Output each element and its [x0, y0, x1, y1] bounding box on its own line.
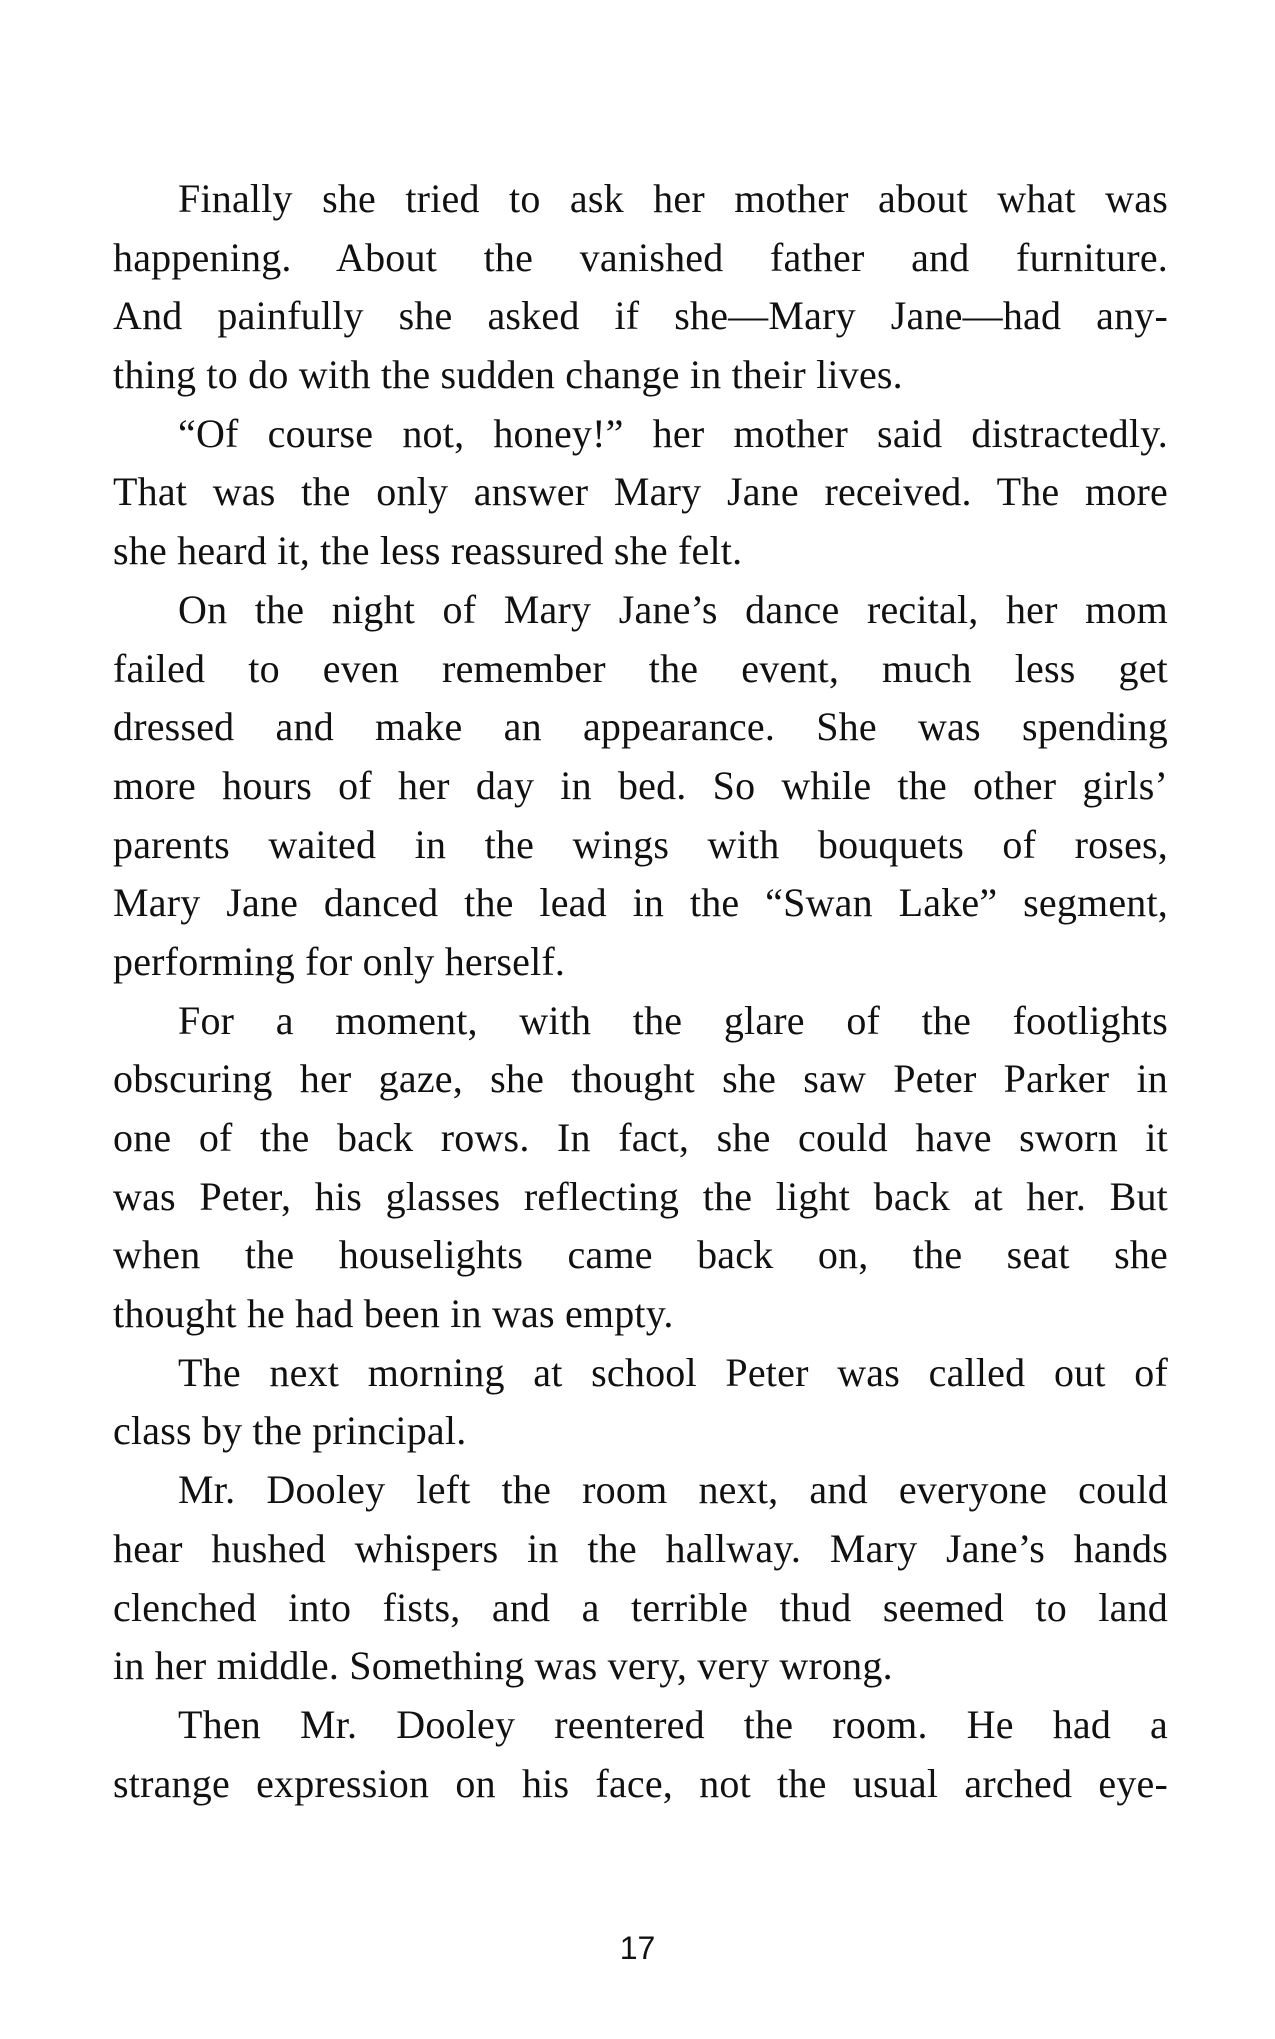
- text-line: Mr. Dooley left the room next, and everyone could: [178, 1467, 1168, 1513]
- text-line: thought he had been in was empty.: [113, 1291, 674, 1337]
- text-line: obscuring her gaze, she thought she saw Peter Parker in: [113, 1056, 1168, 1102]
- body-text: [113, 170, 1168, 1813]
- text-line: Mary Jane danced the lead in the “Swan Lake” segment,: [113, 880, 1168, 926]
- text-line: clenched into fists, and a terrible thud seemed to land: [113, 1584, 1168, 1630]
- text-line: was Peter, his glasses reflecting the light back at her. But: [113, 1173, 1168, 1219]
- text-line: when the houselights came back on, the seat she: [113, 1232, 1168, 1278]
- text-line: she heard it, the less reassured she felt.: [113, 528, 743, 574]
- text-line: parents waited in the wings with bouquets of roses,: [113, 821, 1168, 867]
- text-line: class by the principal.: [113, 1408, 467, 1454]
- text-line: happening. About the vanished father and furniture.: [113, 234, 1168, 280]
- page-number: 17: [619, 1930, 656, 1966]
- text-line: more hours of her day in bed. So while the other girls’: [113, 762, 1168, 808]
- text-line: Then Mr. Dooley reentered the room. He had a: [178, 1701, 1168, 1747]
- text-line: Finally she tried to ask her mother about what was: [178, 176, 1168, 221]
- text-line: The next morning at school Peter was called out of: [178, 1349, 1168, 1395]
- text-line: in her middle. Something was very, very wrong.: [113, 1643, 893, 1689]
- text-line: hear hushed whispers in the hallway. Mary Jane’s hands: [113, 1525, 1168, 1571]
- text-line: “Of course not, honey!” her mother said distractedly.: [178, 410, 1168, 456]
- text-line: dressed and make an appearance. She was spending: [113, 704, 1168, 750]
- text-line: For a moment, with the glare of the footlights: [178, 997, 1168, 1043]
- text-line: strange expression on his face, not the usual arched eye-: [113, 1760, 1168, 1806]
- text-line: That was the only answer Mary Jane received. The more: [113, 469, 1168, 515]
- text-line: thing to do with the sudden change in their lives.: [113, 352, 903, 398]
- text-line: failed to even remember the event, much less get: [113, 645, 1168, 691]
- text-line: one of the back rows. In fact, she could have sworn it: [113, 1115, 1168, 1160]
- text-line: And painfully she asked if she—Mary Jane—had any-: [113, 293, 1168, 339]
- text-line: On the night of Mary Jane’s dance recital, her mom: [178, 586, 1168, 632]
- text-line: performing for only herself.: [113, 938, 566, 984]
